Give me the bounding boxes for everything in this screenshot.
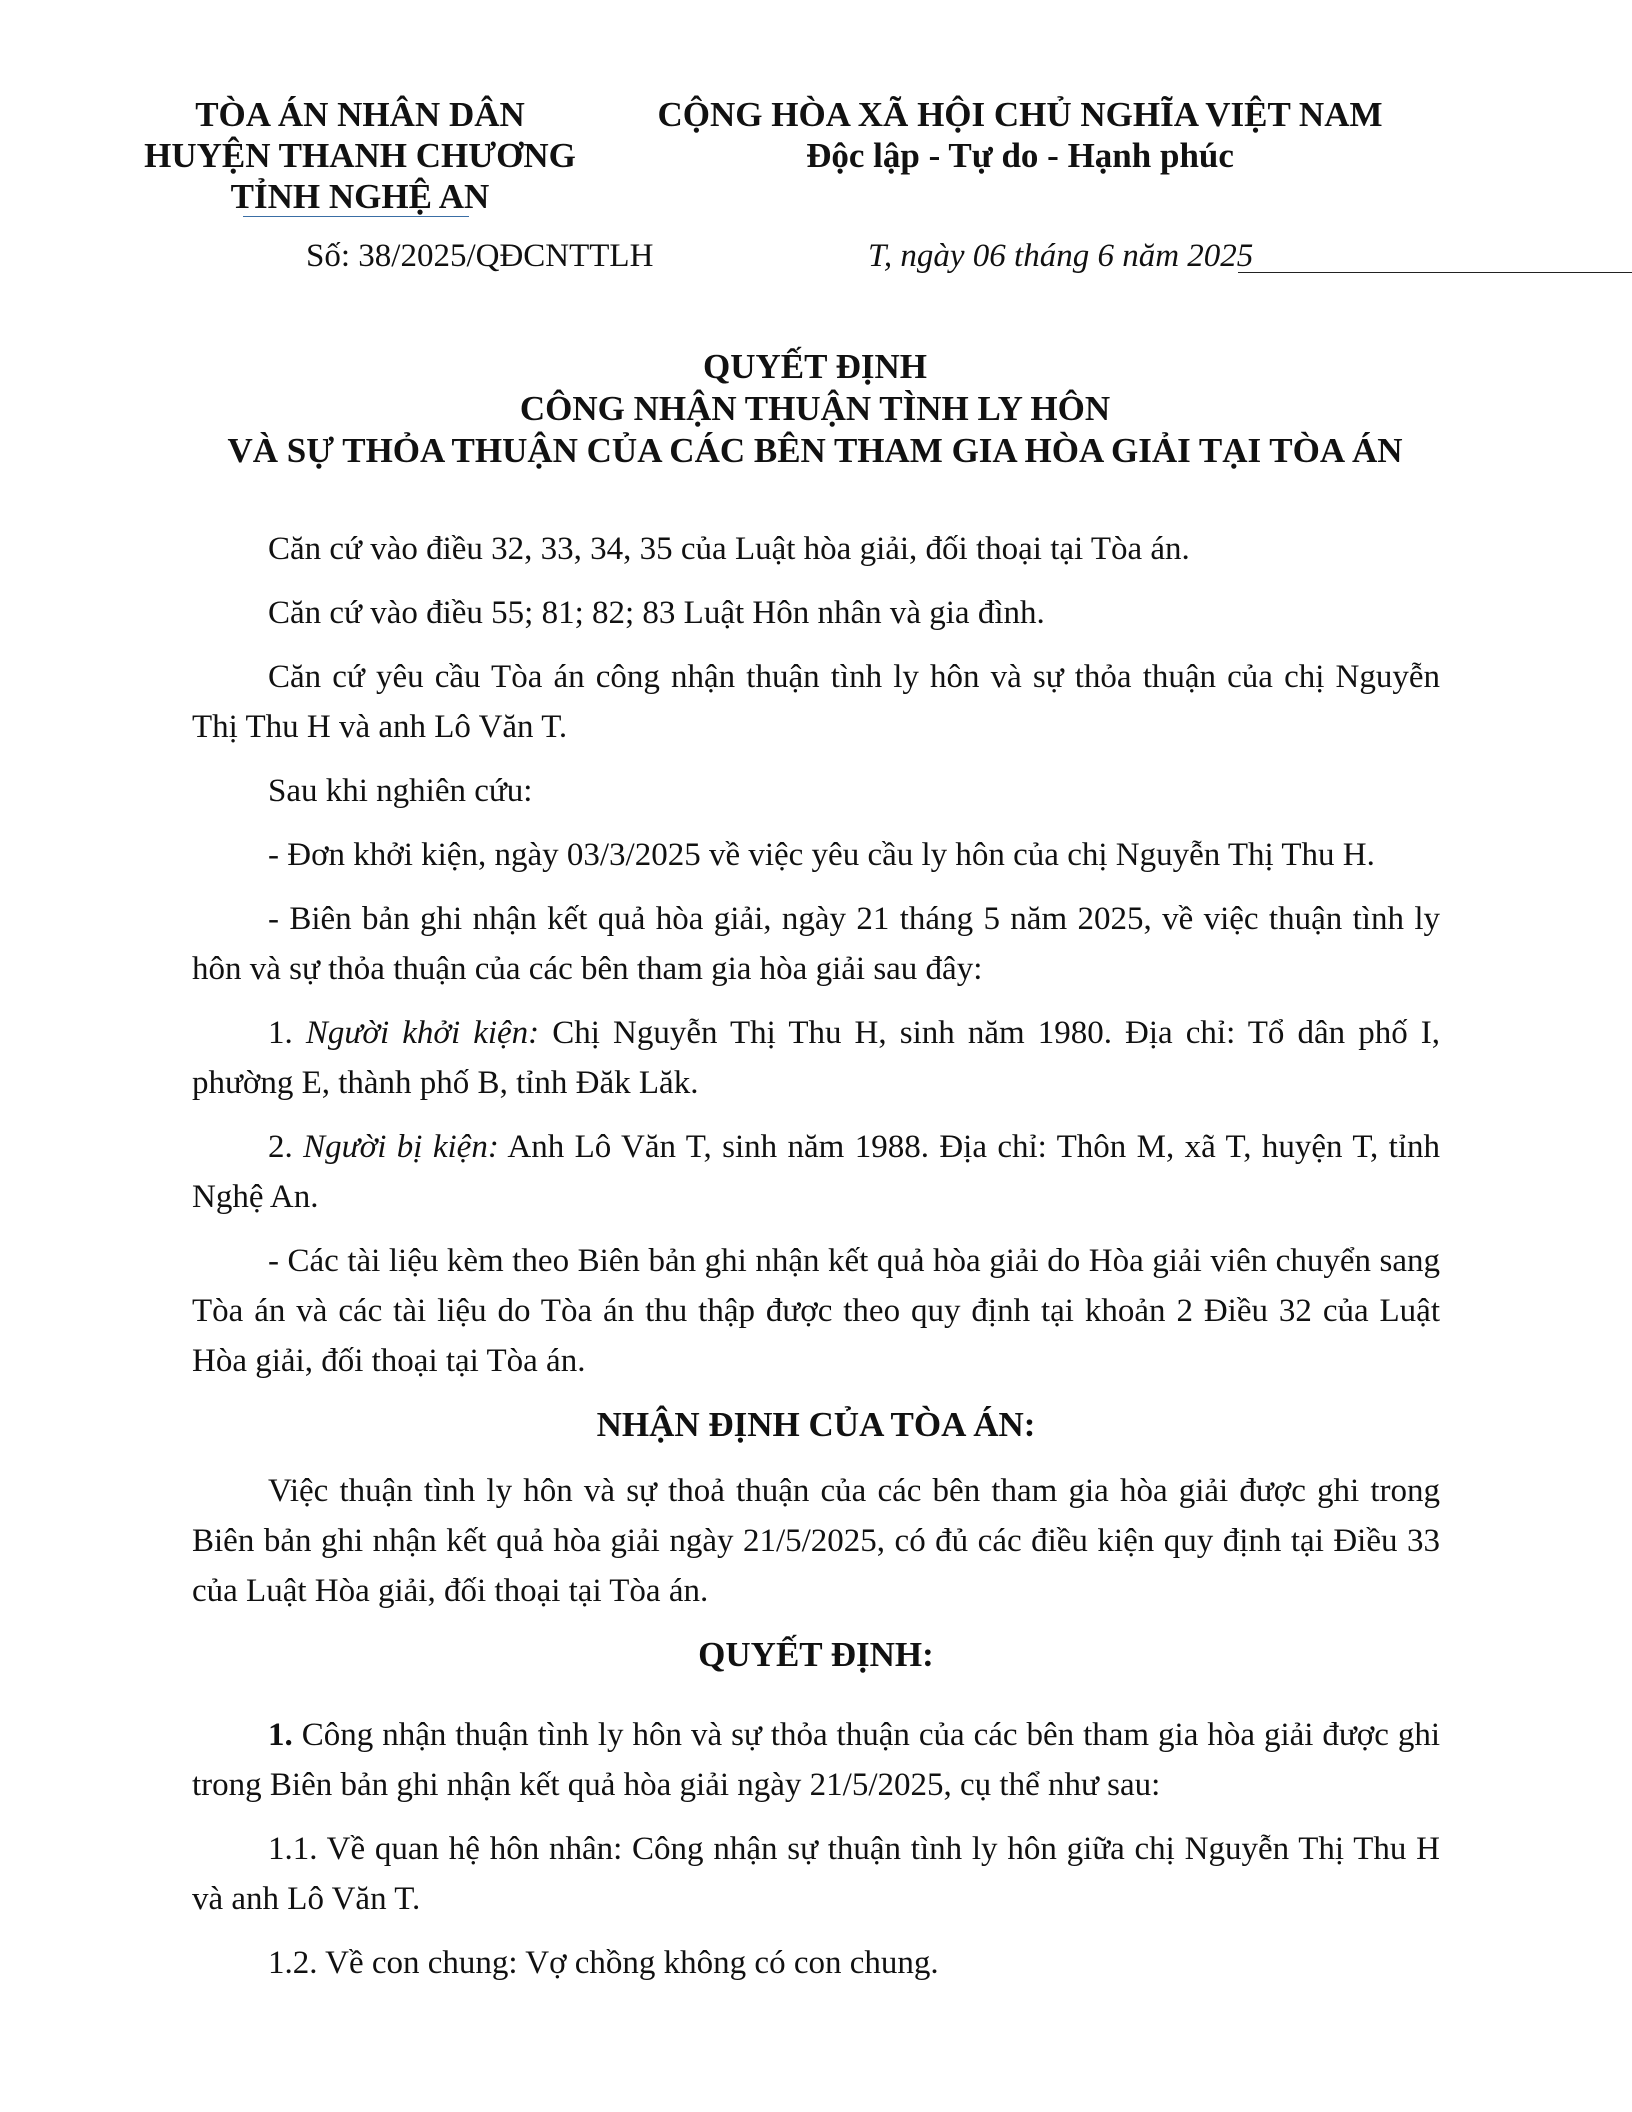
document-number: Số: 38/2025/QĐCNTTLH xyxy=(306,238,654,274)
decision-item-1-number: 1. xyxy=(268,1717,293,1753)
decision-item-1-1: 1.1. Về quan hệ hôn nhân: Công nhận sự thuận tình ly hôn giữa chị Nguyễn Thị Thu H và anh Lô Văn T. xyxy=(192,1831,1440,1917)
court-name-block xyxy=(130,94,590,217)
legal-basis-3: Căn cứ yêu cầu Tòa án công nhận thuận tình ly hôn và sự thỏa thuận của chị Nguyễn Thị Thu H và anh Lô Văn T. xyxy=(192,659,1440,745)
document-date: T, ngày 06 tháng 6 năm 2025 xyxy=(868,238,1254,274)
motto: Độc lập - Tự do - Hạnh phúc xyxy=(806,136,1234,175)
court-underline xyxy=(243,216,469,217)
court-line-1: TÒA ÁN NHÂN DÂN xyxy=(195,95,525,134)
title-line-3: VÀ SỰ THỎA THUẬN CỦA CÁC BÊN THAM GIA HÒA GIẢI TẠI TÒA ÁN xyxy=(227,431,1403,470)
national-motto-block xyxy=(640,94,1400,176)
plaintiff-details: Chị Nguyễn Thị Thu H, sinh năm 1980. Địa chỉ: Tổ dân phố I, phường E, thành phố B, tỉnh Đăk Lăk. xyxy=(192,1015,1441,1101)
defendant-label: Người bị kiện: xyxy=(303,1129,499,1165)
court-line-3: TỈNH NGHỆ AN xyxy=(230,177,490,216)
document-body xyxy=(192,524,1440,2002)
defendant-number: 2. xyxy=(268,1129,293,1165)
date-underline xyxy=(1238,272,1632,273)
research-intro: Sau khi nghiên cứu: xyxy=(268,773,533,809)
plaintiff-paragraph xyxy=(192,1008,1440,1108)
decision-item-1 xyxy=(192,1710,1440,1810)
plaintiff-label: Người khởi kiện: xyxy=(305,1015,540,1051)
decision-item-1-2: 1.2. Về con chung: Vợ chồng không có con chung. xyxy=(268,1945,939,1981)
mediation-record-paragraph: - Biên bản ghi nhận kết quả hòa giải, ngày 21 tháng 5 năm 2025, về việc thuận tình ly hôn và sự thỏa thuận của các bên tham gia hòa giải sau đây: xyxy=(192,901,1440,987)
document-title xyxy=(190,346,1440,472)
legal-basis-1: Căn cứ vào điều 32, 33, 34, 35 của Luật hòa giải, đối thoại tại Tòa án. xyxy=(268,531,1190,567)
court-line-2: HUYỆN THANH CHƯƠNG xyxy=(144,136,576,175)
title-line-1: QUYẾT ĐỊNH xyxy=(703,347,927,386)
attached-documents-paragraph: - Các tài liệu kèm theo Biên bản ghi nhận kết quả hòa giải do Hòa giải viên chuyển sang Tòa án và các tài liệu do Tòa án thu thập được theo quy định tại khoản 2 Điều 32 của Luật Hòa giải, đối thoại tại Tòa án. xyxy=(192,1243,1440,1379)
petition-paragraph: - Đơn khởi kiện, ngày 03/3/2025 về việc yêu cầu ly hôn của chị Nguyễn Thị Thu H. xyxy=(268,837,1375,873)
plaintiff-number: 1. xyxy=(268,1015,293,1051)
court-assessment-paragraph: Việc thuận tình ly hôn và sự thoả thuận của các bên tham gia hòa giải được ghi trong Biên bản ghi nhận kết quả hòa giải ngày 21/5/2025, có đủ các điều kiện quy định tại Điều 33 của Luật Hòa giải, đối thoại tại Tòa án. xyxy=(192,1473,1440,1609)
court-assessment-heading: NHẬN ĐỊNH CỦA TÒA ÁN: xyxy=(596,1405,1036,1444)
defendant-details: Anh Lô Văn T, sinh năm 1988. Địa chỉ: Thôn M, xã T, huyện T, tỉnh Nghệ An. xyxy=(192,1129,1440,1215)
legal-basis-2: Căn cứ vào điều 55; 81; 82; 83 Luật Hôn nhân và gia đình. xyxy=(268,595,1045,631)
decision-heading: QUYẾT ĐỊNH: xyxy=(698,1635,934,1674)
title-line-2: CÔNG NHẬN THUẬN TÌNH LY HÔN xyxy=(519,389,1111,428)
decision-item-1-text: Công nhận thuận tình ly hôn và sự thỏa thuận của các bên tham gia hòa giải được ghi trong Biên bản ghi nhận kết quả hòa giải ngày 21/5/2025, cụ thể như sau: xyxy=(192,1717,1441,1803)
country-name: CỘNG HÒA XÃ HỘI CHỦ NGHĨA VIỆT NAM xyxy=(657,95,1383,134)
defendant-paragraph xyxy=(192,1122,1440,1222)
